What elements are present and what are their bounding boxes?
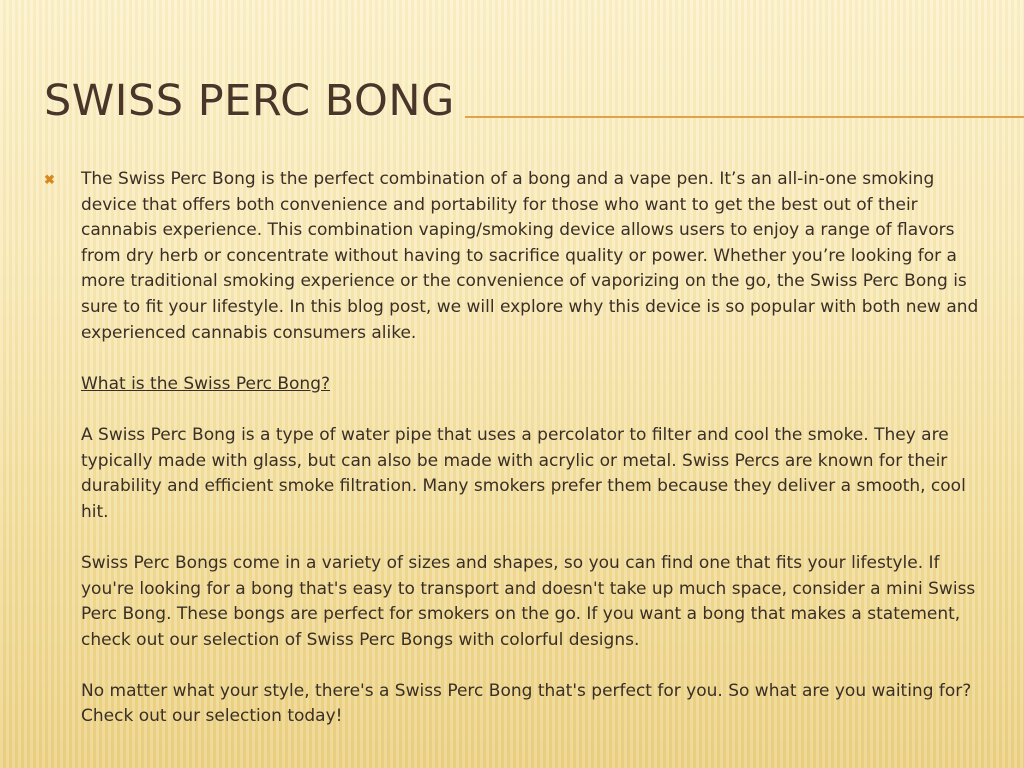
title-underline-rule [465,116,1024,118]
x-mark-bullet-icon: ✖ [44,172,55,187]
description-paragraph: A Swiss Perc Bong is a type of water pipe that uses a percolator to filter and cool the smoke. They are typically made with glass, but can also be made with acrylic or metal. Swiss Percs are known for their durability and efficient smoke filtration. Many smokers prefer them because they deliver a smooth, cool hit. [81,424,966,522]
closing-paragraph: No matter what your style, there's a Swiss Perc Bong that's perfect for you. So what are you waiting for? Check out our selection today! [81,680,972,727]
slide-body [81,167,986,730]
slide-title: SWISS PERC BONG [44,76,455,126]
sizes-paragraph: Swiss Perc Bongs come in a variety of sizes and shapes, so you can find one that fits your lifestyle. If you're looking for a bong that's easy to transport and doesn't take up much space, consider a mini Swiss Perc Bong. These bongs are perfect for smokers on the go. If you want a bong that makes a statement, check out our selection of Swiss Perc Bongs with colorful designs. [81,552,976,650]
section-heading-link[interactable]: What is the Swiss Perc Bong? [81,373,331,394]
intro-paragraph: The Swiss Perc Bong is the perfect combination of a bong and a vape pen. It’s an all-in-one smoking device that offers both convenience and portability for those who want to get the best out of their cannabis experience. This combination vaping/smoking device allows users to enjoy a range of flavors from dry herb or concentrate without having to sacrifice quality or power. Whether you’re looking for a more traditional smoking experience or the convenience of vaporizing on the go, the Swiss Perc Bong is sure to fit your lifestyle. In this blog post, we will explore why this device is so popular with both new and experienced cannabis consumers alike. [81,169,979,343]
